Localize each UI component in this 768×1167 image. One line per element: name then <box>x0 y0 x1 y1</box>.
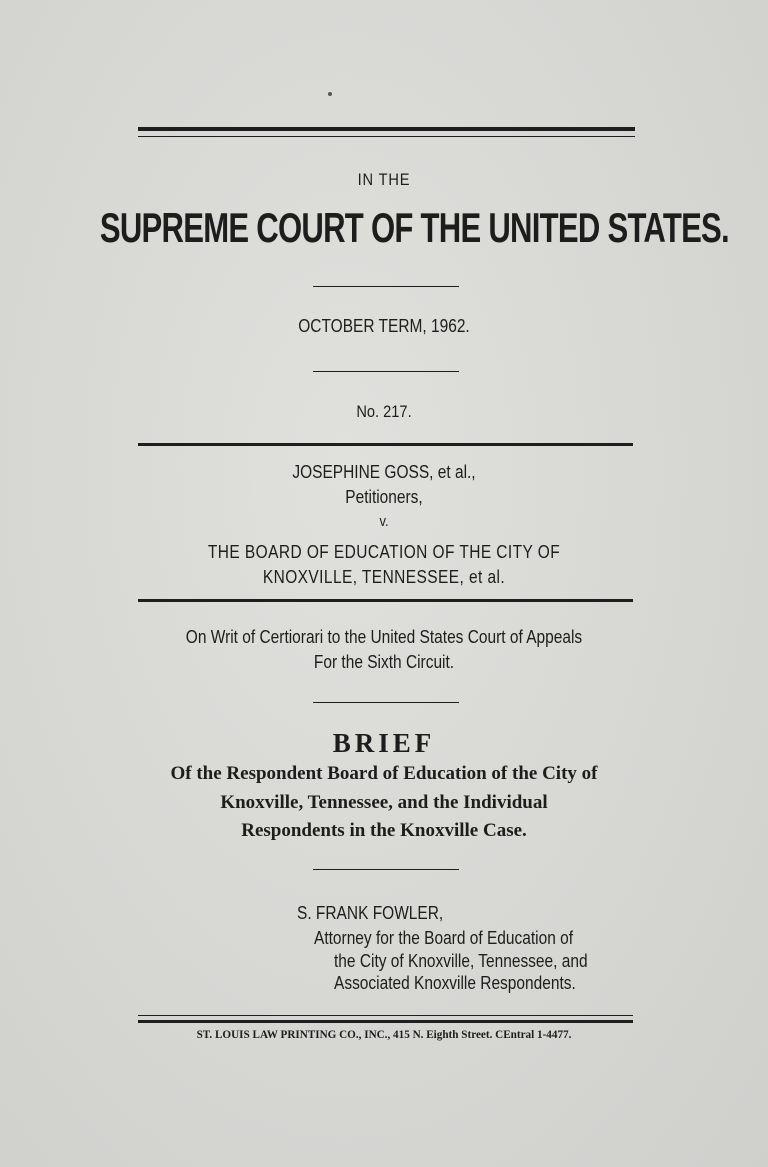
attorney-name: S. FRANK FOWLER, <box>297 903 444 923</box>
case-number: No. 217. <box>356 402 412 421</box>
separator-rule-3 <box>313 702 459 703</box>
term-label: OCTOBER TERM, 1962. <box>298 316 470 336</box>
paper-speck <box>328 92 332 96</box>
separator-rule-4 <box>313 869 459 870</box>
writ-line-1: On Writ of Certiorari to the United States Court of Appeals <box>185 627 583 647</box>
brief-title: BRIEF <box>332 728 436 758</box>
top-rule-thin <box>138 136 635 137</box>
court-intro: IN THE <box>357 170 411 189</box>
parties-bottom-rule <box>138 599 633 602</box>
writ-line-2: For the Sixth Circuit. <box>313 652 455 672</box>
versus: v. <box>379 513 389 530</box>
brief-line-1: Of the Respondent Board of Education of the City of <box>170 763 598 784</box>
petitioner-name: JOSEPHINE GOSS, et al., <box>292 462 476 482</box>
attorney-line-2: the City of Knoxville, Tennessee, and <box>334 951 588 971</box>
attorney-line-3: Associated Knoxville Respondents. <box>334 973 576 993</box>
court-name: SUPREME COURT OF THE UNITED STATES. <box>99 204 729 251</box>
bottom-rule-thick <box>138 1020 633 1023</box>
brief-line-2: Knoxville, Tennessee, and the Individual <box>220 792 548 813</box>
bottom-rule-thin <box>138 1015 633 1016</box>
parties-top-rule <box>138 443 633 446</box>
petitioner-role: Petitioners, <box>345 487 423 507</box>
brief-line-3: Respondents in the Knoxville Case. <box>241 820 527 841</box>
attorney-line-1: Attorney for the Board of Education of <box>314 928 574 948</box>
separator-rule-1 <box>313 286 459 287</box>
top-rule-thick <box>138 127 635 131</box>
separator-rule-2 <box>313 371 459 372</box>
respondent-line-2: KNOXVILLE, TENNESSEE, et al. <box>262 567 506 587</box>
respondent-line-1: THE BOARD OF EDUCATION OF THE CITY OF <box>207 542 561 562</box>
printer-line: ST. LOUIS LAW PRINTING CO., INC., 415 N. Eighth Street. CEntral 1-4477. <box>196 1027 572 1041</box>
